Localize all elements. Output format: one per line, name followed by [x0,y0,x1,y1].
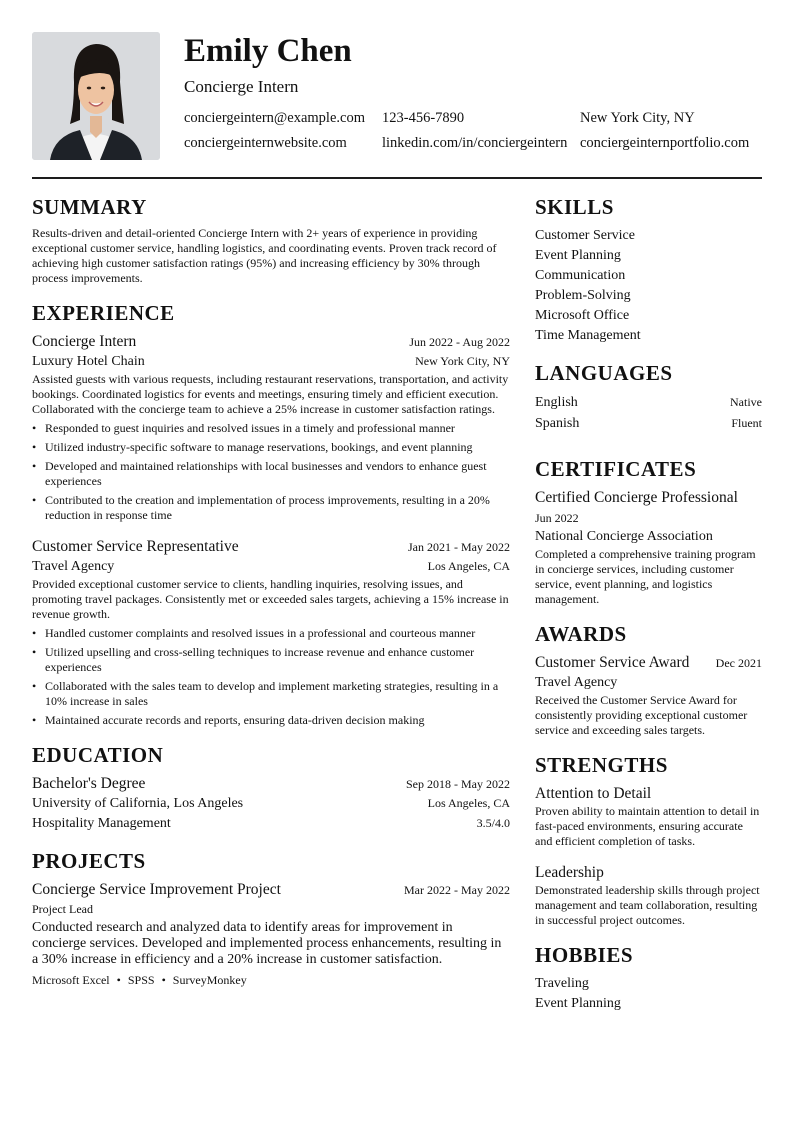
awards-heading: AWARDS [535,622,627,646]
strength-item [535,863,762,928]
languages-section [535,360,762,434]
certificate-date: Jun 2022 [535,511,579,525]
hobbies-section [535,942,762,1014]
strength-item [535,784,762,849]
skill-item: Communication [535,268,626,283]
skill-item: Microsoft Office [535,308,630,323]
project-tool: SPSS [127,973,155,987]
hobby-item: Event Planning [535,996,621,1011]
project-tool: Microsoft Excel [32,973,110,987]
candidate-title: Concierge Intern [184,77,299,96]
tool-separator: • [116,973,121,987]
skills-section [535,194,762,346]
language-name: English [535,395,578,410]
skill-item: Event Planning [535,248,621,263]
bullet-item: • Maintained accurate records and reports, ensuring data-driven decision making [32,713,510,728]
skill-item: Customer Service [535,228,635,243]
contact-portfolio[interactable]: conciergeinternportfolio.com [580,135,750,151]
candidate-name: Emily Chen [184,33,352,69]
awards-section [535,621,762,738]
projects-section [32,848,510,988]
education-field: Hospitality Management [32,816,171,831]
strength-description: Proven ability to maintain attention to detail in fast-paced environments, ensuring accurate and efficient completion of tasks. [535,804,760,848]
strengths-section [535,752,762,928]
project-dates: Mar 2022 - May 2022 [404,883,510,897]
education-gpa: 3.5/4.0 [476,816,510,830]
project-tools [32,972,510,988]
job-company: Travel Agency [32,559,115,574]
header-text [184,32,762,160]
project-tool: SurveyMonkey [172,973,247,987]
contact-email[interactable]: conciergeintern@example.com [184,110,365,126]
tool-separator: • [161,973,166,987]
project-role: Project Lead [32,902,93,916]
bullet-item: • Utilized upselling and cross-selling techniques to increase revenue and enhance customer experiences [32,645,510,675]
project-name: Concierge Service Improvement Project [32,881,281,898]
award-issuer: Travel Agency [535,675,618,690]
award-date: Dec 2021 [715,656,762,670]
contact-website[interactable]: conciergeinternwebsite.com [184,135,347,151]
profile-photo [32,32,160,160]
job-bullets [32,421,510,523]
job-description: Assisted guests with various requests, including restaurant reservations, transportation, and activity bookings. Coordinated logistics for events and meetings, ensuring timely and efficient execution. Collaborated with the concierge team to achieve a 25% increase in customer satisfaction ratings. [32,372,509,416]
language-level: Native [730,395,762,409]
certificates-heading: CERTIFICATES [535,457,697,481]
strengths-heading: STRENGTHS [535,753,668,777]
summary-heading: SUMMARY [32,195,147,219]
experience-section [32,300,510,728]
experience-entry [32,537,510,728]
language-item [535,413,762,434]
skills-heading: SKILLS [535,195,614,219]
education-school: University of California, Los Angeles [32,796,244,811]
job-dates: Jun 2022 - Aug 2022 [409,335,510,349]
education-degree: Bachelor's Degree [32,775,146,792]
bullet-item: • Collaborated with the sales team to develop and implement marketing strategies, resulting in a 10% increase in sales [32,679,510,709]
strength-name: Leadership [535,864,604,881]
skill-item: Problem-Solving [535,288,631,303]
education-location: Los Angeles, CA [427,796,510,810]
award-description: Received the Customer Service Award for consistently providing exceptional customer service and exceeding sales targets. [535,693,748,737]
education-dates: Sep 2018 - May 2022 [406,777,510,791]
job-role: Concierge Intern [32,333,137,350]
language-level: Fluent [731,416,762,430]
job-bullets [32,626,510,728]
bullet-item: • Handled customer complaints and resolved issues in a professional and courteous manner [32,626,510,641]
certificate-description: Completed a comprehensive training program in concierge services, including customer service, event planning, and logistics management. [535,547,756,606]
hobby-item: Traveling [535,976,589,991]
experience-entry [32,332,510,523]
languages-heading: LANGUAGES [535,361,673,385]
projects-heading: PROJECTS [32,849,146,873]
certificate-issuer: National Concierge Association [535,529,713,544]
contact-linkedin[interactable]: linkedin.com/in/conciergeintern [382,135,568,151]
summary-section [32,194,510,286]
education-heading: EDUCATION [32,743,164,767]
certificate-name: Certified Concierge Professional [535,489,738,506]
job-location: New York City, NY [415,354,510,368]
bullet-item: • Responded to guest inquiries and resolved issues in a timely and professional manner [32,421,510,436]
resume-page [32,32,762,1028]
contact-location: New York City, NY [580,110,695,126]
project-description: Conducted research and analyzed data to identify areas for improvement in concierge services. Developed and implemented process enhancements, resulting in a 30% increase in efficiency and a 20% increase in customer satisfaction. [32,920,502,967]
skill-item: Time Management [535,328,641,343]
job-location: Los Angeles, CA [427,559,510,573]
strength-description: Demonstrated leadership skills through project management and team collaboration, resulting in successful project outcomes. [535,883,760,927]
bullet-item: • Contributed to the creation and implementation of process improvements, resulting in a 20% reduction in response time [32,493,510,523]
certificates-section [535,456,762,607]
award-name: Customer Service Award [535,654,690,671]
job-description: Provided exceptional customer service to clients, handling inquiries, resolving issues, and promoting travel packages. Consistently met or exceeded sales targets, achieving a 15% increase in revenue growth. [32,577,509,621]
language-name: Spanish [535,416,580,431]
strength-name: Attention to Detail [535,785,652,802]
resume-body [32,194,762,1028]
right-column [535,194,762,1028]
contact-info [184,108,762,154]
left-column [32,194,510,1028]
education-section [32,742,510,834]
job-company: Luxury Hotel Chain [32,354,145,369]
header-divider [32,177,762,179]
hobbies-heading: HOBBIES [535,943,634,967]
summary-text: Results-driven and detail-oriented Concierge Intern with 2+ years of experience in providing exceptional customer service, handling logistics, and coordinating events. Proven track record of achieving high customer satisfaction ratings (95%) and increasing efficiency by 30% through process improvements. [32,226,497,285]
contact-phone[interactable]: 123-456-7890 [382,110,465,126]
bullet-item: • Developed and maintained relationships with local businesses and vendors to enhance guest experiences [32,459,510,489]
language-item [535,392,762,413]
job-role: Customer Service Representative [32,538,239,555]
resume-header [32,32,762,160]
experience-heading: EXPERIENCE [32,301,175,325]
bullet-item: • Utilized industry-specific software to manage reservations, bookings, and event planning [32,440,510,455]
job-dates: Jan 2021 - May 2022 [408,540,510,554]
